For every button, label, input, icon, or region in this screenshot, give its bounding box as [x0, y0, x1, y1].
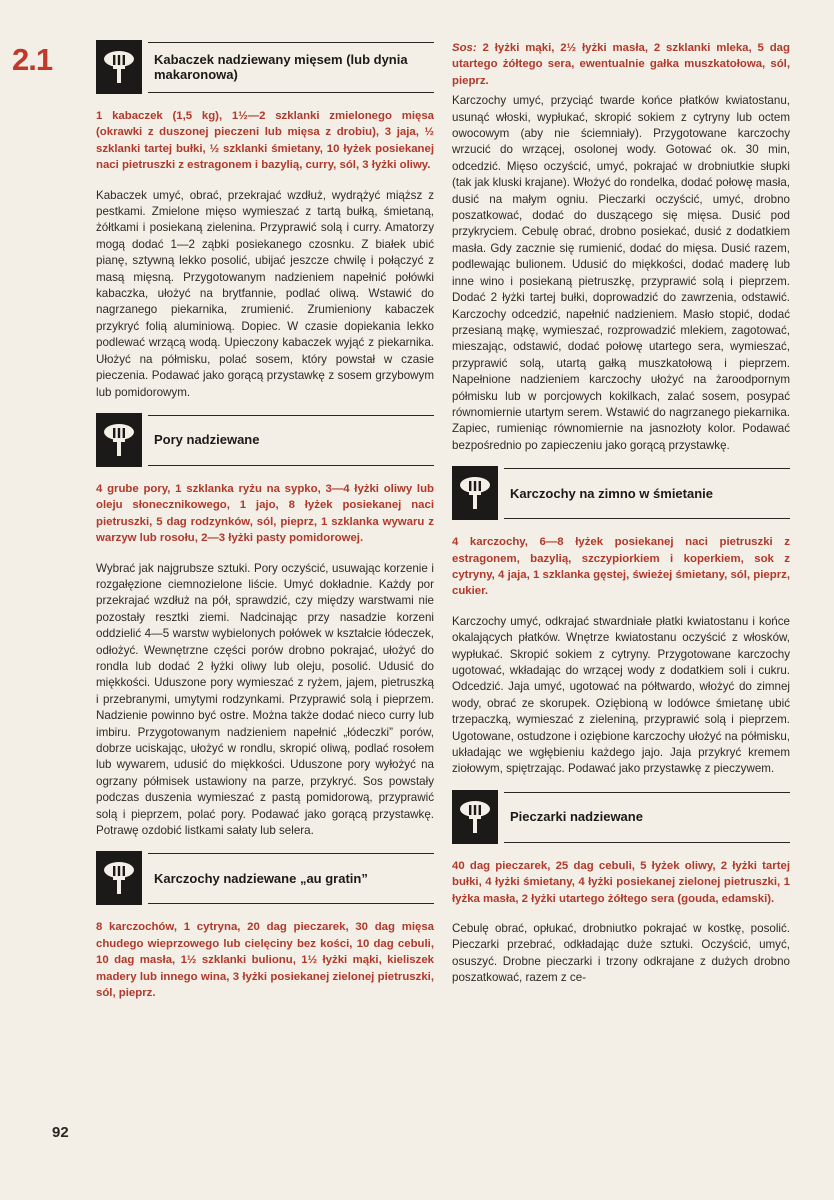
recipe-icon-box — [96, 851, 142, 905]
fork-on-plate-icon — [103, 860, 135, 896]
sauce-ingredients — [452, 40, 790, 89]
recipe-method: Kabaczek umyć, obrać, przekrajać wzdłuż, wydrążyć miąższ z pestkami. Zmielone mięso wymieszać z tartą bułką, śmietaną, żółtkami i posiekaną zielenina. Przyprawić solą i curry. Amatorzy mogą dodać 1—2 ząbki posiekanego czosnku. Z białek ubić pianę, sztywną lekko posolić, ubijać jeszcze chwilę i połączyć z masą mięsną. Przygotowanym nadzieniem napełnić połówki kabaczka, ułożyć na brytfannie, podlać oliwą. Wstawić do nagrzanego piekarnika, zrumienić. Zrumieniony kabaczek przykryć folią aluminiową. Dopiec. W czasie dopiekania lekko podlewać wrzącą wodą. Upieczony kabaczek wyjąć z piekarnika. Ułożyć na półmisku, polać sosem, który powstał w czasie pieczenia. Podawać jako gorącą przystawkę z sosem grzybowym lub pomidorowym. — [96, 188, 434, 399]
header-rule-bottom — [504, 842, 790, 843]
right-column — [452, 40, 790, 999]
recipe-ingredients: 4 karczochy, 6—8 łyżek posiekanej naci pietruszki z estragonem, bazylią, szczypiorkiem i koperkiem, sok z cytryny, 4 jaja, 1 szklanka gęstej, świeżej śmietany, sól, pieprz, cukier. — [452, 536, 790, 598]
recipe-method: Wybrać jak najgrubsze sztuki. Pory oczyścić, usuwając korzenie i rozgałęzione ciemnozielone liście. Umyć dokładnie. Każdy por przekrajać wzdłuż na pół, sprawdzić, czy między warstwami nie pozostały resztki ziemi. Nadcinając przy nasadzie korzeni oddzielić 4—5 warstw wybielonych połówek w kształcie łódeczek, odłożyć. Wewnętrzne części porów drobno pokrajać, ułożyć do rondla lub dodać 2 łyżki oliwy lub oleju, posolić. Udusić do miękkości. Uduszone pory wymieszać z ryżem, jajem, pietruszką i przebranymi, umytymi rodzynkami. Przyprawić solą i pieprzem. Nadzienie powinno być ostre. Można także dodać nieco curry lub imbiru. Przygotowanym nadzieniem napełnić „łódeczki” porów, dobrze uciskając, ułożyć w rondlu, skropić oliwą, podlać rosołem lub wywarem, udusić do miękkości. Uduszone pory wyłożyć na ogrzany półmisek ustawiony na parze, przykryć. Sos powstały podczas duszenia wymieszać z pastą pomidorową, przyprawić solą i pieprzem, polać pory. Podawać jako gorącą przystawkę. Potrawę ozdobić listkami sałaty lub selera. — [96, 561, 434, 838]
recipe-ingredients: 8 karczochów, 1 cytryna, 20 dag pieczarek, 30 dag mięsa chudego wieprzowego lub cielęciny bez kości, 10 dag cebuli, 10 dag masła, 1½ szklanki bulionu, 1½ łyżki mąki, kieliszek madery lub innego wina, 3 łyżki posiekanej zielonej pietruszki, sól, pieprz. — [96, 921, 434, 1000]
fork-on-plate-icon — [459, 475, 491, 511]
fork-on-plate-icon — [103, 49, 135, 85]
recipe-method: Karczochy umyć, przyciąć twarde końce płatków kwiatostanu, usunąć włoski, wypłukać, skropić sokiem z cytryny lub octem owocowym (aby nie ściemniały). Przygotowane karczochy wrzucić do wrzącej, osolonej wody. Gotować ok. 30 min, odcedzić. Mięso oczyścić, umyć, pokrajać w drobniutkie słupki (tak jak kluski krajane). Włożyć do rondelka, dodać połowę masła, dusić na małym ogniu. Pieczarki oczyścić, umyć, drobno poszatkować, dodać do duszącego się mięsa. Dusić pod przykryciem. Cebulę obrać, drobno posiekać, dusić z dodatkiem masła. Gdy zacznie się rumienić, dodać do mięsa. Dusić razem, podlewając bulionem. Udusić do miękkości, dodać maderę lub inne wino i posiekaną pietruszkę, przyprawić solą i pieprzem. Dodać 2 łyżki tartej bułki, doprowadzić do zawrzenia, odstawić. Karczochy odcedzić, napełnić nadzieniem. Masło stopić, dodać przesianą mąkę, wymieszać, rozprowadzić mlekiem, zagotować, mieszając, odstawić, dodać połowę utartego sera, wymieszać, przyprawić solą, utartą gałką muszkatołową i pieprzem. Napełnione nadzieniem karczochy ułożyć na żaroodpornym półmisku lub w porcjowych kokilkach, zalać sosem, posypać równomiernie utartym serem. Wstawić do nagrzanego piekarnika. Zapiec, rumieniąc równomiernie na jasnozłoty kolor. Podawać bezpośrednio po zapieczeniu jako gorącą przystawkę. — [452, 94, 790, 452]
recipe-method: Karczochy umyć, odkrajać stwardniałe płatki kwiatostanu i końce okalających płatków. Wnętrze kwiatostanu oczyścić z włosków, wypłukać. Skropić sokiem z cytryny. Przygotowane karczochy ugotować, wkładając do wrzącej wody z dodatkiem soli i cukru. Odcedzić. Jaja umyć, ugotować na półtwardo, włożyć do zimnej wody, obrać ze skorupek. Oziębioną w lodówce śmietanę ubić trzepaczką, wymieszać z zieleniną, przyprawić solą i pieprzem. Ugotowane, ostudzone i oziębione karczochy ułożyć na półmisku, układając we wgłębieniu każdego jajo. Jaja przykryć kremem ziołowym, spiętrzając. Podawać jako przystawkę z pieczywem. — [452, 614, 790, 776]
left-column — [96, 40, 434, 1015]
header-rule-bottom — [148, 903, 434, 904]
recipe-title: Pieczarki nadziewane — [510, 809, 643, 825]
recipe-header — [96, 851, 434, 905]
recipe-header — [452, 790, 790, 844]
recipe-icon-box — [452, 790, 498, 844]
section-number: 2.1 — [12, 42, 53, 77]
sauce-text: 2 łyżki mąki, 2½ łyżki masła, 2 szklanki mleka, 5 dag utartego żółtego sera, ewentualnie gałka muszkatołowa, sól, pieprz. — [452, 42, 790, 87]
recipe-title: Kabaczek nadziewany mięsem (lub dynia makaronowa) — [154, 52, 408, 82]
recipe-ingredients: 4 grube pory, 1 szklanka ryżu na sypko, 3—4 łyżki oliwy lub oleju słonecznikowego, 1 jajo, 8 łyżek posiekanej naci pietruszki, 5 dag rodzynków, sól, pieprz, 1 szklanka wywaru z warzyw lub rosołu, 2—3 łyżki pasty pomidorowej. — [96, 482, 434, 545]
recipe-method: Cebulę obrać, opłukać, drobniutko pokrajać w kostkę, posolić. Pieczarki przebrać, odkładając duże sztuki. Oczyścić, umyć, osuszyć. Drobne pieczarki i trzony odkrajane z dużych drobno poszatkować, razem z ce- — [452, 922, 790, 985]
recipe-header — [96, 40, 434, 94]
recipe-icon-box — [96, 413, 142, 467]
recipe-header — [96, 413, 434, 467]
recipe-icon-box — [452, 466, 498, 520]
recipe-title: Karczochy nadziewane „au gratin” — [154, 870, 368, 886]
recipe-icon-box — [96, 40, 142, 94]
recipe-title: Pory nadziewane — [154, 432, 260, 448]
header-rule-bottom — [148, 465, 434, 466]
page-number: 92 — [52, 1124, 69, 1141]
fork-on-plate-icon — [103, 422, 135, 458]
recipe-ingredients: 40 dag pieczarek, 25 dag cebuli, 5 łyżek oliwy, 2 łyżki tartej bułki, 4 łyżki śmietany, 4 łyżki posiekanej zielonej pietruszki, 1 łyżka masła, 2 łyżki utartego żółtego sera (gouda, edamski). — [452, 859, 790, 905]
fork-on-plate-icon — [459, 799, 491, 835]
sauce-label: Sos: — [452, 42, 477, 54]
recipe-title: Karczochy na zimno w śmietanie — [510, 485, 714, 501]
header-rule-bottom — [148, 92, 434, 93]
header-rule-bottom — [504, 518, 790, 519]
recipe-header — [452, 466, 790, 520]
recipe-ingredients: 1 kabaczek (1,5 kg), 1½—2 szklanki zmielonego mięsa (okrawki z duszonej pieczeni lub mięsa z drobiu), 3 jaja, ½ szklanki tartej bułki, ½ szklanki śmietany, 10 łyżek posiekanej naci pietruszki z estragonem i bazylią, curry, sól, 3 łyżki oliwy. — [96, 110, 434, 172]
